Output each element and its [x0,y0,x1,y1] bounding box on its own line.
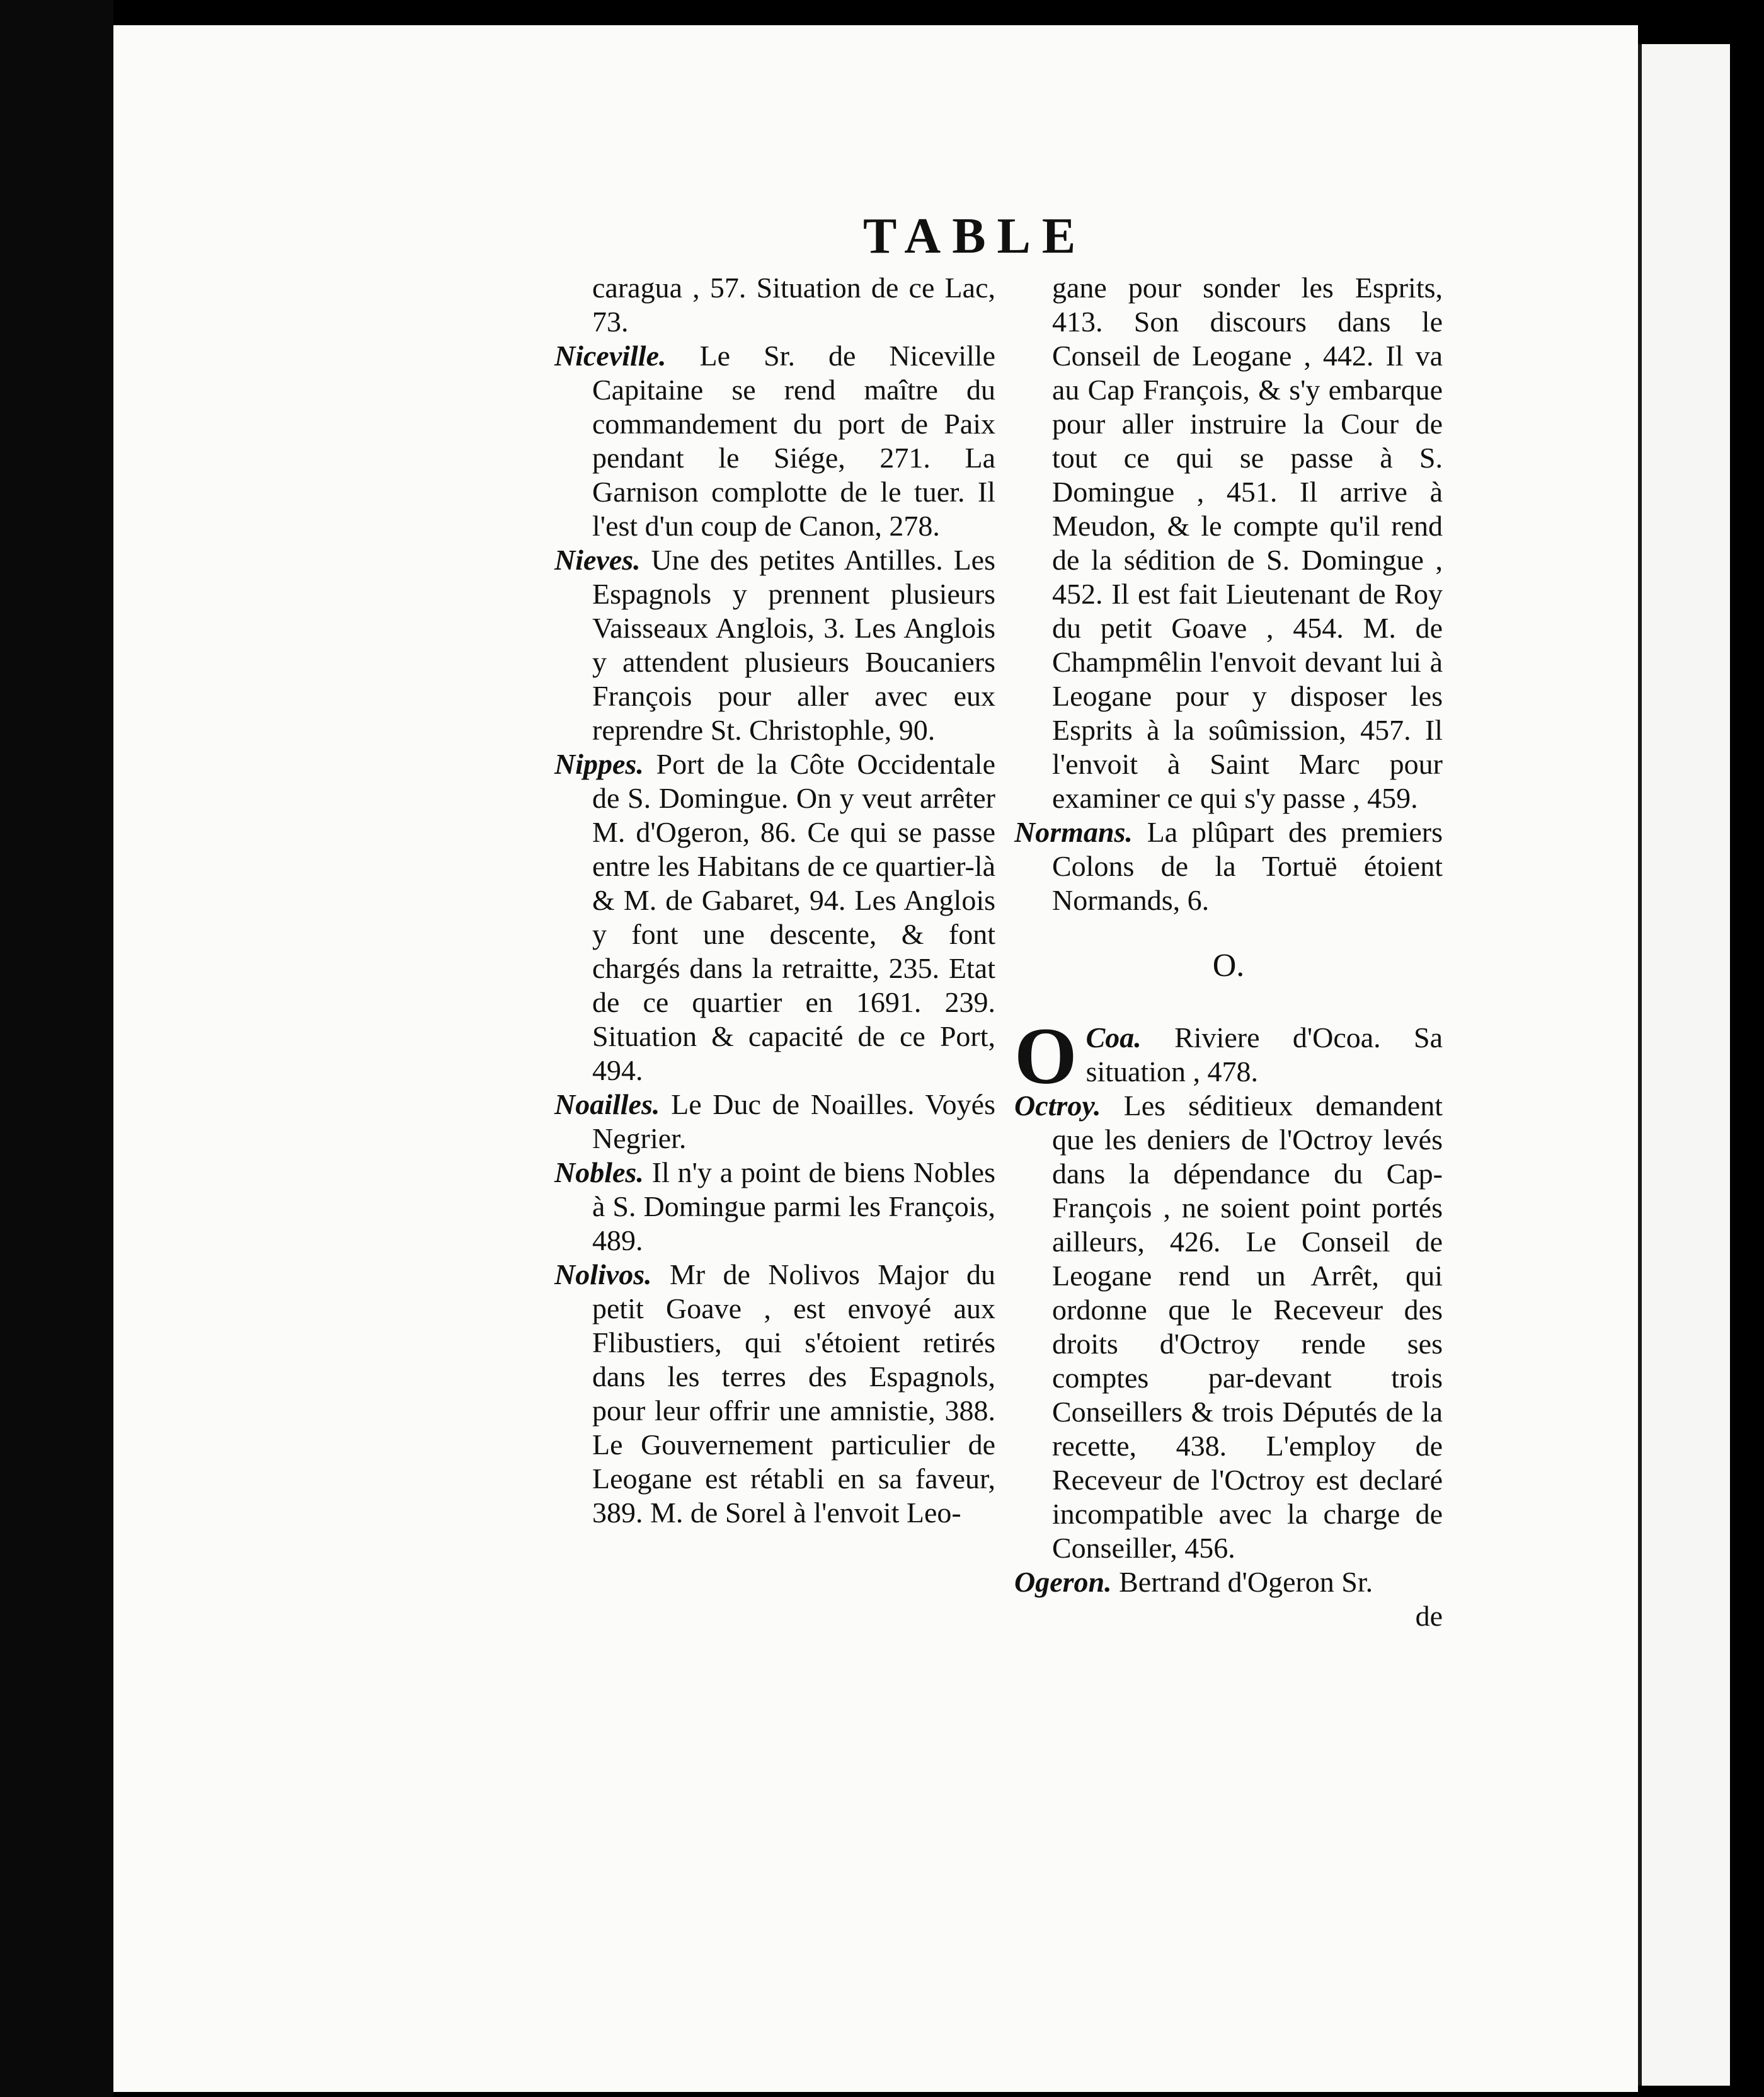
left-column [554,271,995,1530]
index-entry [554,543,995,747]
entry-keyword: Nolivos. [554,1258,652,1290]
index-entry [554,339,995,543]
entry-keyword: Octroy. [1014,1089,1101,1122]
entry-text: Bertrand d'Ogeron Sr. [1119,1566,1373,1598]
index-entry [1014,271,1443,815]
index-entry [1014,1089,1443,1565]
entry-keyword: Nobles. [554,1156,644,1188]
entry-text: Mr de Nolivos Major du petit Goave , est envoyé aux Flibustiers, qui s'étoient retirés dans les terres des Espagnols, pour leur offrir une amnistie, 388. Le Gouvernement particulier de Leogane est rétabli en sa faveur, 389. M. de Sorel à l'envoit Leo- [592,1258,995,1529]
entry-text: caragua , 57. Situation de ce Lac, 73. [592,272,995,338]
page-heading: TABLE [863,209,1087,264]
entry-keyword: Normans. [1014,816,1133,848]
entry-text: Une des petites Antilles. Les Espagnols y prennent plusieurs Vaisseaux Anglois, 3. Les Anglois y attendent plusieurs Boucaniers François pour aller avec eux reprendre St. Christophle, 90. [592,544,995,746]
index-entry [554,271,995,339]
entry-keyword: Niceville. [554,340,667,372]
right-column [1014,271,1443,1633]
index-entry [1014,1565,1443,1599]
index-entry [554,747,995,1088]
index-entry [554,1156,995,1258]
facing-page-edge [1638,44,1730,2086]
entry-text: Il n'y a point de biens Nobles à S. Domingue parmi les François, 489. [592,1156,996,1256]
section-letter: O. [1212,948,1245,984]
entry-keyword: Noailles. [554,1088,660,1120]
book-spine-shadow [0,0,113,2097]
entry-keyword: Ogeron. [1014,1566,1112,1598]
index-entry [554,1258,995,1530]
entry-text: gane pour sonder les Esprits, 413. Son discours dans le Conseil de Leogane , 442. Il va au Cap François, & s'y embarque pour aller instruire la Cour de tout ce qui se passe à S. Domingue , 451. Il arrive à Meudon, & le compte qu'il rend de la sédition de S. Domingue , 452. Il est fait Lieutenant de Roy du petit Goave , 454. M. de Champmêlin l'envoit devant lui à Leogane pour y disposer les Esprits à la soûmission, 457. Il l'envoit à Saint Marc pour examiner ce qui s'y passe , 459. [1052,272,1443,814]
index-entry [1014,815,1443,917]
entry-text: Le Sr. de Niceville Capitaine se rend maître du commandement du port de Paix pendant le Siége, 271. La Garnison complotte de le tuer. Il l'est d'un coup de Canon, 278. [592,340,996,542]
entry-text: Le Duc de Noailles. Voyés Negrier. [592,1088,995,1154]
drop-cap-entry [1014,1011,1443,1101]
drop-cap: O [1014,1011,1077,1101]
entry-text: Les séditieux demandent que les deniers de l'Octroy levés dans la dépendance du Cap-François , ne soient point portés ailleurs, 426. Le Conseil de Leogane rend un Arrêt, qui ordonne que le Receveur des droits d'Octroy rende ses comptes par-devant trois Conseillers & trois Députés de la recette, 438. L'employ de Receveur de l'Octroy est declaré incompatible avec la charge de Conseiller, 456. [1052,1089,1443,1564]
index-entry [554,1088,995,1156]
entry-text: Riviere d'Ocoa. Sa situation , 478. [1085,1021,1443,1088]
entry-text: La plûpart des premiers Colons de la Tortuë étoient Normands, 6. [1052,816,1443,916]
catchword: de [1415,1600,1443,1632]
entry-text: Port de la Côte Occidentale de S. Domingue. On y veut arrêter M. d'Ogeron, 86. Ce qui se passe entre les Habitans de ce quartier-là & M. de Gabaret, 94. Les Anglois y font une descente, & font chargés dans la retraitte, 235. Etat de ce quartier en 1691. 239. Situation & capacité de ce Port, 494. [592,748,995,1086]
entry-keyword: Nieves. [554,544,641,576]
entry-keyword: Coa. [1085,1021,1142,1054]
entry-keyword: Nippes. [554,748,644,780]
